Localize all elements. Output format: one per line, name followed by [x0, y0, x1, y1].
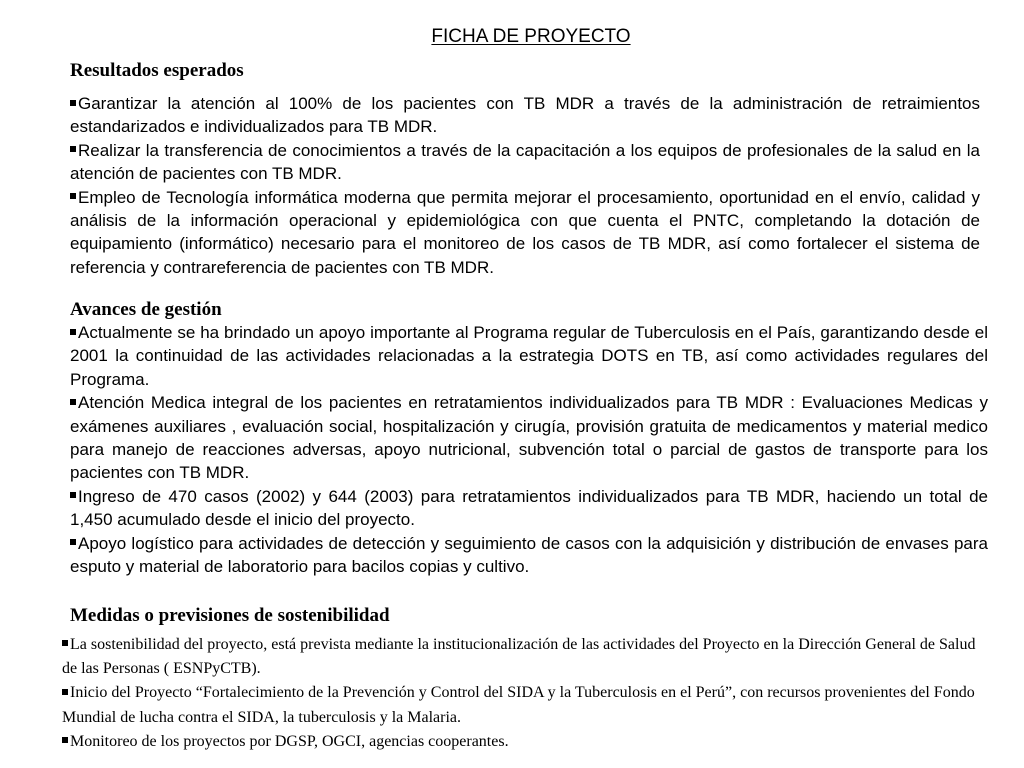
- list-item-text: Ingreso de 470 casos (2002) y 644 (2003) para retratamientos individualizados para TB MDR, haciendo un total de 1,450 acumulado desde el inicio del proyecto.: [70, 486, 988, 530]
- list-item: [62, 730, 982, 754]
- square-bullet-icon: [62, 689, 68, 695]
- list-item-text: La sostenibilidad del proyecto, está prevista mediante la institucionalización de las actividades del Proyecto en la Dirección General de Salud de las Personas ( ESNPyCTB).: [62, 636, 976, 678]
- bullet-list-avances: [70, 321, 988, 578]
- list-item-text: Garantizar la atención al 100% de los pacientes con TB MDR a través de la administración de retraimientos estandarizados e individualizados para TB MDR.: [70, 94, 980, 137]
- square-bullet-icon: [70, 492, 76, 498]
- page-title: FICHA DE PROYECTO: [431, 26, 631, 47]
- list-item-text: Realizar la transferencia de conocimientos a través de la capacitación a los equipos de profesionales de la salud en la atención de pacientes con TB MDR.: [70, 140, 980, 184]
- section-heading-avances: Avances de gestión: [70, 299, 222, 320]
- square-bullet-icon: [62, 737, 68, 743]
- square-bullet-icon: [70, 539, 76, 545]
- list-item-text: Empleo de Tecnología informática moderna que permita mejorar el procesamiento, oportunidad en el envío, calidad y análisis de la información operacional y epidemiológica con que cuenta el PNTC, completando la dotación de equipamiento (informático) necesario para el monitoreo de los casos de TB MDR, así como fortalecer el sistema de referencia y contrareferencia de pacientes con TB MDR.: [70, 187, 980, 277]
- section-heading-resultados: Resultados esperados: [70, 60, 244, 81]
- section-heading-sostenibilidad: Medidas o previsiones de sostenibilidad: [70, 605, 390, 626]
- list-item: [70, 391, 988, 485]
- square-bullet-icon: [70, 399, 76, 405]
- bullet-list-resultados: [70, 92, 980, 279]
- list-item: [70, 139, 980, 186]
- list-item: [70, 485, 988, 532]
- list-item-text: Monitoreo de los proyectos por DGSP, OGCI, agencias cooperantes.: [70, 732, 509, 750]
- list-item-text: Apoyo logístico para actividades de detección y seguimiento de casos con la adquisición y distribución de envases para esputo y material de laboratorio para bacilos copias y cultivo.: [70, 533, 988, 577]
- list-item: [62, 681, 982, 729]
- square-bullet-icon: [70, 100, 76, 106]
- list-item: [62, 633, 982, 681]
- square-bullet-icon: [70, 146, 76, 152]
- bullet-list-sostenibilidad: [62, 633, 982, 754]
- square-bullet-icon: [70, 193, 76, 199]
- square-bullet-icon: [70, 329, 76, 335]
- list-item: [70, 92, 980, 139]
- list-item-text: Inicio del Proyecto “Fortalecimiento de la Prevención y Control del SIDA y la Tuberculosis en el Perú”, con recursos provenientes del Fondo Mundial de lucha contra el SIDA, la tuberculosis y la Malaria.: [62, 684, 975, 726]
- square-bullet-icon: [62, 640, 68, 646]
- list-item-text: Atención Medica integral de los pacientes en retratamientos individualizados para TB MDR : Evaluaciones Medicas y exámenes auxiliares , evaluación social, hospitalización y cirugía, provisión gratuita de medicamentos y material medico para manejo de reacciones adversas, apoyo nutricional, subvención total o parcial de gastos de transporte para los pacientes con TB MDR.: [70, 393, 988, 483]
- list-item: [70, 532, 988, 579]
- list-item-text: Actualmente se ha brindado un apoyo importante al Programa regular de Tuberculosis en el País, garantizando desde el 2001 la continuidad de las actividades relacionadas a la estrategia DOTS en TB, así como actividades regulares del Programa.: [70, 323, 988, 389]
- list-item: [70, 186, 980, 280]
- list-item: [70, 321, 988, 391]
